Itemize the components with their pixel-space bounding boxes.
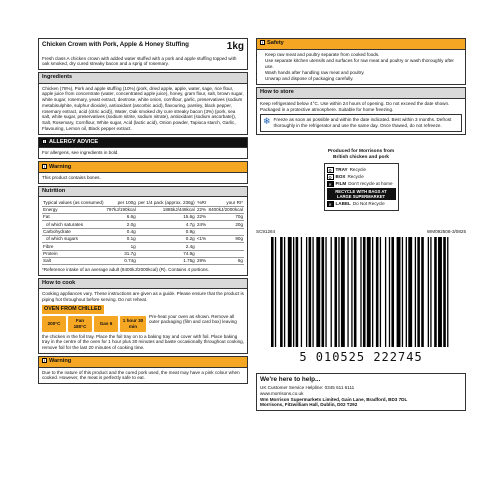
barcode-icon bbox=[261, 237, 461, 349]
nutrition-cell bbox=[196, 250, 207, 257]
recycle-row-label: FILM bbox=[335, 180, 347, 186]
nutrition-cell: 4.7g bbox=[137, 221, 196, 228]
barcode-bar bbox=[380, 237, 381, 347]
nutrition-row bbox=[42, 221, 244, 228]
nutrition-column-header: Typical values (as consumed) bbox=[43, 199, 104, 205]
barcode-bar bbox=[351, 237, 352, 347]
freeze-box bbox=[260, 114, 462, 131]
nutrition-header-row bbox=[42, 199, 244, 206]
nutrition-cell: 1.75g bbox=[137, 258, 196, 265]
nutrition-cell bbox=[196, 228, 207, 235]
barcode-bar bbox=[288, 237, 292, 347]
safety-header bbox=[257, 39, 465, 50]
warning-icon: ! bbox=[261, 40, 264, 46]
warning-icon: ! bbox=[43, 163, 46, 169]
recycle-row-status: Do Not Recycle bbox=[352, 201, 385, 207]
product-description: Fresh class A chicken crown with added water stuffed with a pork and apple stuffing topped with oak smoked, dry cured streaky bacon and a sprig of rosemary. bbox=[42, 55, 237, 67]
barcode-bar bbox=[406, 237, 407, 347]
barcode-number: 5 010525 222745 bbox=[299, 349, 423, 364]
oven-settings bbox=[42, 316, 146, 332]
nutrition-cell bbox=[207, 243, 244, 250]
barcode-bar bbox=[417, 237, 420, 347]
contact-line: www.morrisons.co.uk bbox=[260, 390, 304, 396]
nutrition-cell: 0.9g bbox=[137, 228, 196, 235]
barcode-bar bbox=[372, 237, 373, 347]
nutrition-cell: 15.6g bbox=[137, 214, 196, 221]
barcode-bar bbox=[354, 237, 357, 347]
barcode-bar bbox=[271, 237, 274, 347]
product-weight: 1kg bbox=[226, 41, 244, 52]
oven-gas-mark: Gas 6 bbox=[94, 316, 118, 332]
barcode-bar bbox=[284, 237, 285, 347]
cook-intro: Cooking appliances vary. These instructions are given as a guide. Please ensure that the product is piping hot throughout before serving. Do not reheat. bbox=[42, 291, 244, 303]
nutrition-cell: 20g bbox=[207, 221, 244, 228]
safety-item: • Keep raw meat and poultry separate from cooked foods. bbox=[265, 52, 462, 58]
safety-item: • Unwrap and dispose of packaging carefully. bbox=[265, 76, 462, 82]
safety-heading: Safety bbox=[267, 40, 284, 47]
nutrition-cell: 22% bbox=[196, 214, 207, 220]
nutrition-cell bbox=[207, 228, 244, 235]
product-title-box bbox=[38, 38, 248, 70]
nutrition-cell: Salt bbox=[42, 258, 105, 265]
barcode-bar bbox=[430, 237, 431, 347]
pink-warning-header bbox=[39, 357, 247, 368]
barcode-bar bbox=[376, 237, 379, 347]
barcode-bar bbox=[275, 237, 276, 347]
nutrition-cell: 90g bbox=[207, 236, 244, 243]
store-box bbox=[256, 87, 466, 135]
product-title: Chicken Crown with Pork, Apple & Honey Stuffing bbox=[42, 41, 189, 48]
nutrition-cell: 1g bbox=[105, 243, 137, 250]
barcode-bar bbox=[391, 237, 394, 347]
nutrition-cell bbox=[196, 243, 207, 250]
barcode-block bbox=[256, 237, 466, 365]
barcode-bar bbox=[316, 237, 320, 347]
nutrition-row bbox=[42, 228, 244, 235]
nutrition-column-header: per 100g bbox=[105, 199, 137, 206]
cook-side-text: Pre-heat your oven as shown. Remove all outer packaging (film and card box) leaving bbox=[149, 313, 237, 325]
recycle-no-icon: ✕ bbox=[328, 181, 332, 187]
nutrition-cell: 29% bbox=[196, 258, 207, 264]
cook-box bbox=[38, 278, 248, 354]
barcode-bar bbox=[309, 237, 312, 347]
warning-box bbox=[38, 161, 248, 184]
nutrition-cell: 0.74g bbox=[105, 258, 137, 265]
cook-heading: How to cook bbox=[39, 279, 247, 290]
warning-icon: ! bbox=[43, 139, 46, 145]
nutrition-cell: 0.4g bbox=[105, 228, 137, 235]
nutrition-cell: 797kJ/190kcal bbox=[106, 207, 136, 212]
recycle-row-label: BOX bbox=[335, 173, 346, 179]
nutrition-cell: 2.0g bbox=[105, 221, 137, 228]
barcode-bar bbox=[389, 237, 390, 347]
barcode-bar bbox=[334, 237, 337, 347]
nutrition-cell: 24% bbox=[196, 221, 207, 227]
nutrition-row bbox=[42, 214, 244, 221]
nutrition-cell: Fibre bbox=[42, 243, 105, 250]
recycle-no-icon: ✕ bbox=[328, 202, 332, 208]
warning-heading: Warning bbox=[49, 163, 72, 170]
barcode-bar bbox=[428, 237, 429, 347]
sc-code: SC91284 bbox=[256, 229, 276, 235]
barcode-bar bbox=[408, 237, 412, 347]
barcode-bar bbox=[331, 237, 332, 347]
nutrition-cell: 1885kJ/448kcal bbox=[137, 206, 196, 213]
warning-header bbox=[39, 162, 247, 173]
contact-heading: We're here to help... bbox=[260, 375, 321, 383]
cook-text: the chicken in the foil tray. Place the foil tray on to a baking tray and cover with foil. Place baking tray in the centre of the oven for 1 hour plus 30 minutes and baste occasionally throughout cooking, remove foil for the last 20 minutes of cooking time. bbox=[42, 333, 244, 351]
nutrition-row bbox=[42, 258, 244, 265]
nutrition-column-header: per 1/4 pack (approx. 236g) bbox=[138, 199, 195, 205]
recycle-row bbox=[327, 174, 396, 180]
nutrition-row bbox=[42, 250, 244, 257]
recycle-row-label: TRAY bbox=[335, 166, 348, 172]
nutrition-rows bbox=[42, 206, 244, 265]
nutrition-cell bbox=[207, 250, 244, 257]
nutrition-cell: 0.1g bbox=[105, 236, 137, 243]
nutrition-cell: Protein bbox=[42, 250, 105, 257]
recycling-panel bbox=[324, 163, 399, 212]
nutrition-cell: 6g bbox=[207, 258, 244, 265]
barcode-bar bbox=[347, 237, 348, 347]
nutrition-column-header: your RI* bbox=[207, 199, 244, 206]
nutrition-cell: Carbohydrate bbox=[42, 228, 105, 235]
safety-item: • Use separate kitchen utensils and surfaces for raw meat and poultry or wash thoroughly after use. bbox=[265, 58, 462, 69]
nutrition-row bbox=[42, 236, 244, 243]
allergy-header bbox=[39, 138, 247, 149]
nutrition-row bbox=[42, 206, 244, 213]
nutrition-cell: 74.9g bbox=[137, 250, 196, 257]
left-column bbox=[38, 38, 248, 384]
snowflake-icon: ❄ bbox=[263, 116, 271, 127]
nutrition-cell: 22% bbox=[196, 207, 207, 212]
allergy-text: For allergens, see ingredients in bold. bbox=[42, 150, 119, 156]
nutrition-table bbox=[42, 199, 244, 265]
nutrition-footnote: *Reference intake of an average adult (8400kJ/2000kcal) (R). Contains 4 portions. bbox=[42, 266, 210, 272]
store-heading: How to store bbox=[257, 88, 465, 99]
barcode-bar bbox=[402, 237, 403, 347]
barcode-bar bbox=[296, 237, 299, 347]
nutrition-row bbox=[42, 243, 244, 250]
recycle-widely-icon: ♻ bbox=[328, 167, 332, 173]
nutrition-cell: of which sugars bbox=[42, 236, 105, 243]
barcode-bar bbox=[360, 237, 361, 347]
pink-warning-heading: Warning bbox=[49, 358, 72, 365]
barcode-bar bbox=[367, 237, 371, 347]
barcode-bar bbox=[447, 237, 448, 347]
recycle-row bbox=[327, 181, 396, 187]
allergy-box bbox=[38, 137, 248, 160]
warning-icon: ! bbox=[43, 358, 46, 364]
barcode-bar bbox=[280, 237, 283, 347]
pink-warning-text: Due to the nature of this product and the cured pork used, the meat may have a pink colour when cooked. However, the meat is perfectly safe to eat. bbox=[42, 369, 240, 381]
allergy-heading: ALLERGY ADVICE bbox=[49, 139, 99, 145]
contact-box bbox=[256, 373, 466, 411]
nutrition-cell: 31.7g bbox=[105, 250, 137, 257]
recycle-row-status: Recycle bbox=[349, 166, 366, 172]
oven-title: OVEN FROM CHILLED bbox=[44, 305, 102, 312]
safety-item: • Wash hands after handling raw meat and poultry. bbox=[265, 70, 462, 76]
barcode-bar bbox=[293, 237, 294, 347]
recycle-row-status: Recycle bbox=[347, 173, 364, 179]
pink-warning-box bbox=[38, 356, 248, 384]
safety-list bbox=[260, 52, 462, 82]
nutrition-cell: 70g bbox=[207, 214, 244, 221]
freeze-text: Freeze as soon as possible and within the date indicated. Best within 3 months. Defrost thoroughly in the refrigerator and use the same day. Once thawed, do not refreeze. bbox=[273, 117, 452, 128]
store-text: Keep refrigerated below 4°C. Use within 24 hours of opening. Do not exceed the date shown. Packaged in a protective atmosphere. Suitable for home freezing. bbox=[260, 100, 450, 112]
barcode-bar bbox=[306, 237, 307, 347]
barcode-bar bbox=[421, 237, 424, 347]
nutrition-cell: Energy bbox=[42, 206, 105, 213]
ingredients-box bbox=[38, 72, 248, 135]
safety-box bbox=[256, 38, 466, 85]
nutrition-cell: 0.2g bbox=[137, 236, 196, 243]
barcode-bar bbox=[341, 237, 345, 347]
nutrition-column-header: %RI bbox=[197, 199, 207, 205]
right-column bbox=[256, 38, 466, 411]
nutrition-cell: Fat bbox=[42, 214, 105, 221]
produced-for: Produced for Morrisons from British chicken and pork bbox=[327, 148, 395, 160]
contact-line: UK Customer Service Helpline: 0345 611 6111 bbox=[260, 385, 355, 391]
contact-line: Morrisons, Fitzwilliam Hall, Dublin, D02 T292 bbox=[260, 402, 358, 408]
nutrition-cell: 8400kJ/2000kcal bbox=[208, 207, 243, 212]
barcode-bar bbox=[397, 237, 401, 347]
oven-fan-temp: Fan 180°C bbox=[68, 316, 92, 332]
recycle-row-status: Don't recycle at home bbox=[348, 180, 393, 186]
barcode-bar bbox=[325, 237, 326, 347]
oven-temp: 200°C bbox=[42, 316, 66, 332]
nutrition-heading: Nutrition bbox=[39, 187, 247, 198]
ingredients-text: Chicken (78%), Pork and apple stuffing (10%) (pork, dried apple, apple, water, sage, rice flour, apple juice from concentrate (water, concentrated apple juice), honey, gram flour, salt, brown sugar, white sugar, rosemary, yeast extract, dextrose, white onion, cornflour, garlic, preservatives (sodium metabisulphite, sulphur dioxide), antioxidant (ascorbic acid), flavouring, parsley, black pepper, rosemary extract, acid (citric acid)), Water, Oak smoked dry cure streaky bacon (3%) (pork, sea salt, white sugar, preservatives (sodium nitrite, sodium nitrate), antioxidant (sodium ascorbate)), Salt, Rosemary, Cornflour, White sugar, Acid (lactic acid), Onion powder, Tapioca starch, Garlic, Flavouring, Lemon oil, Black pepper extract. bbox=[42, 85, 244, 131]
barcode-bar bbox=[385, 237, 386, 347]
recycle-row bbox=[327, 201, 396, 207]
barcode-bar bbox=[301, 237, 302, 347]
nutrition-cell: <1% bbox=[196, 236, 207, 242]
code-row bbox=[256, 229, 466, 235]
barcode-bar bbox=[322, 237, 325, 347]
nutrition-box bbox=[38, 186, 248, 276]
recycle-supermarket-bar: RECYCLE WITH BAGS AT LARGE SUPERMARKET bbox=[327, 188, 396, 201]
barcode-bar bbox=[415, 237, 416, 347]
recycle-row-label: LABEL bbox=[335, 201, 351, 207]
barcode-bar bbox=[363, 237, 366, 347]
barcode-bar bbox=[312, 237, 313, 347]
contact-line: Wm Morrison Supermarkets Limited, Gain Lane, Bradford, BD3 7DL bbox=[260, 396, 408, 402]
wm-code: WM092508-3/0825 bbox=[426, 229, 466, 235]
oven-time: 1 hour 30 min bbox=[120, 316, 146, 332]
recycle-widely-icon: ♻ bbox=[328, 174, 332, 180]
barcode-bar bbox=[434, 237, 437, 347]
barcode-bar bbox=[438, 237, 442, 347]
ingredients-heading: Ingredients bbox=[39, 73, 247, 84]
nutrition-cell: of which saturates bbox=[42, 221, 105, 228]
nutrition-cell: 2.4g bbox=[137, 243, 196, 250]
nutrition-cell: 6.6g bbox=[105, 214, 137, 221]
barcode-bar bbox=[443, 237, 446, 347]
recycle-row bbox=[327, 167, 396, 173]
barcode-bar bbox=[338, 237, 339, 347]
warning-text: This product contains bones. bbox=[42, 174, 101, 180]
